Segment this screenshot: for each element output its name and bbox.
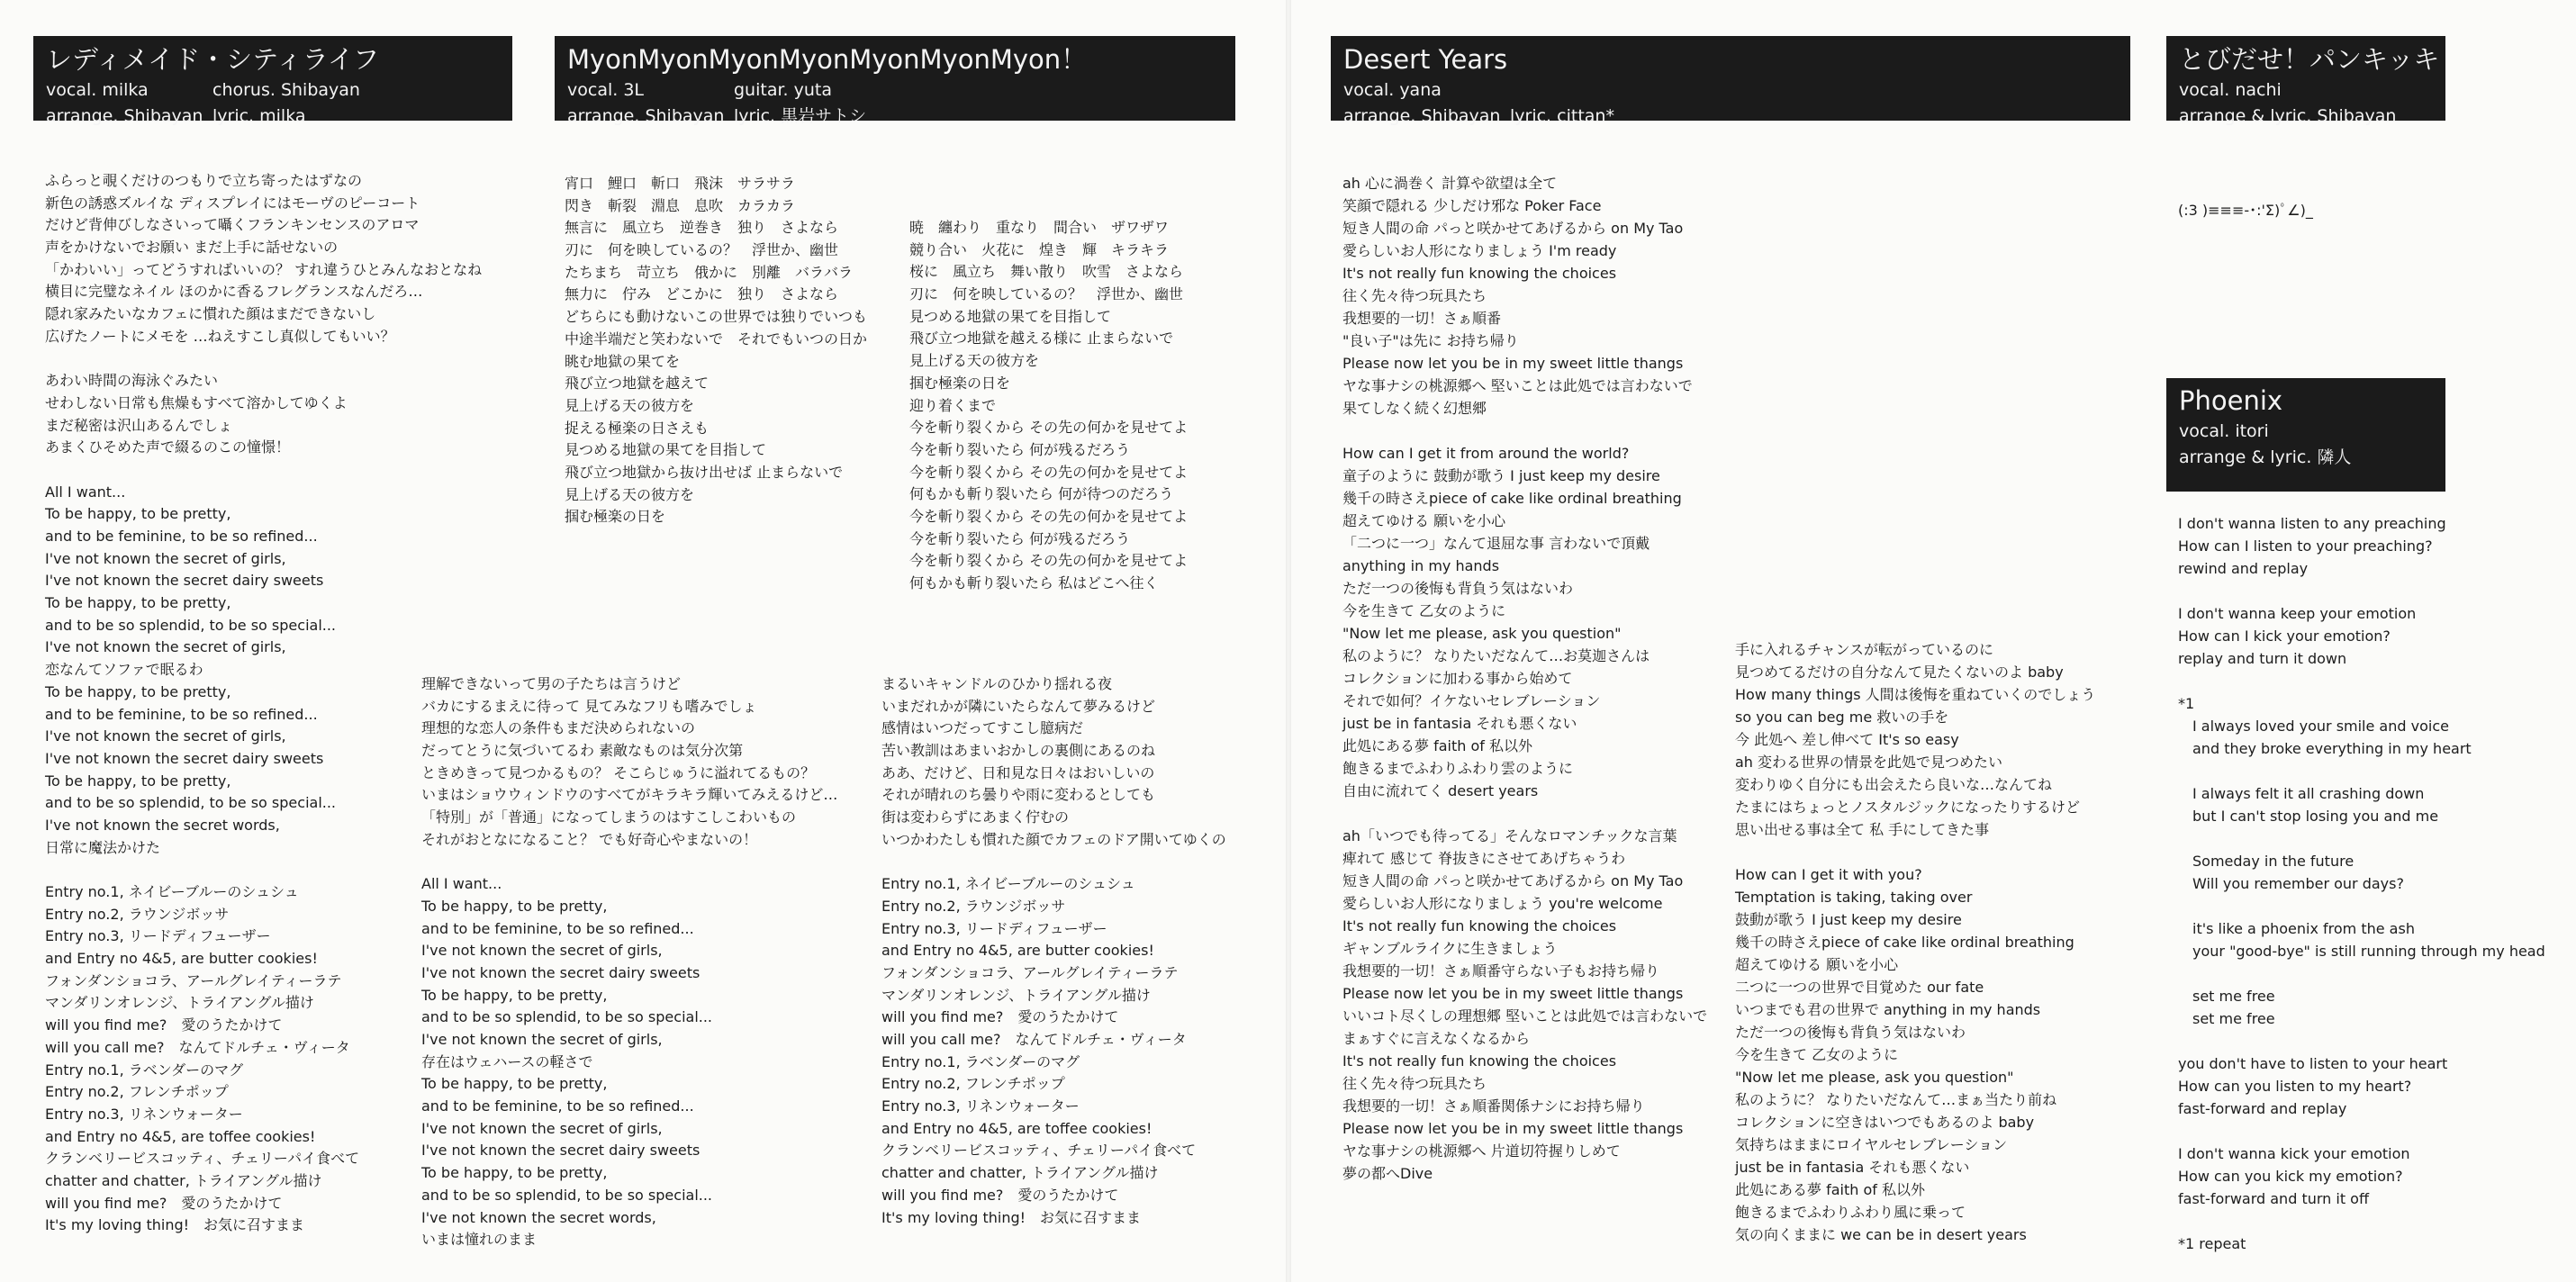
stanza-gap — [2178, 962, 2545, 985]
lyric-line: Entry no.2, フレンチポップ — [881, 1075, 1065, 1093]
lyric-line: I always loved your smile and voice — [2178, 718, 2449, 735]
lyric-line: 笑顔で隠れる 少しだけ邪な Poker Face — [1342, 197, 1602, 214]
lyric-line: フォンダンショコラ、アールグレイティーラテ — [45, 971, 342, 989]
lyric-line: 我想要的一切！さぁ順番守らない子もお持ち帰り — [1342, 962, 1660, 980]
lyric-line: 「二つに一つ」なんて退屈な事 言わないで頂戴 — [1342, 535, 1650, 552]
credit-vocal: vocal. 3L — [567, 80, 644, 100]
lyric-line: To be happy, to be pretty, — [421, 1075, 608, 1093]
lyric-line: ときめきって見つかるもの？ そこらじゅうに溢れてるもの？ — [421, 763, 816, 781]
lyric-line: 幾千の時さえpiece of cake like ordinal breathing — [1735, 934, 2074, 951]
lyric-line: 横目に完璧なネイル ほのかに香るフレグランスなんだろ… — [45, 283, 423, 301]
lyric-line: 迎り着くまで — [909, 396, 997, 414]
song-header-tobidase — [2166, 36, 2445, 126]
lyric-line: and to be feminine, to be so refined... — [45, 528, 318, 545]
lyric-line: 暁 纏わり 重なり 間合い ザワザワ — [909, 219, 1170, 236]
lyric-line: 「特別」が「普通」になってしまうのはすこしこわいもの — [421, 808, 797, 826]
lyric-line: 超えてゆける 願いを小心 — [1342, 512, 1506, 529]
lyric-line: 捉える極楽の日さえも — [565, 419, 710, 437]
lyric-line: 見上げる天の彼方を — [565, 485, 695, 503]
lyric-line: ただ一つの後悔も背負う気はないわ — [1735, 1024, 1966, 1041]
lyric-line: I've not known the secret dairy sweets — [45, 749, 324, 767]
lyric-line: and to be so splendid, to be so special... — [421, 1186, 713, 1204]
lyric-line: Temptation is taking, taking over — [1735, 889, 1973, 906]
lyric-line: replay and turn it down — [2178, 650, 2347, 667]
credit-vocal: vocal. nachi — [2179, 80, 2282, 100]
credit-line — [2179, 104, 2433, 130]
lyric-line: 今を斬り裂いたら 何が残るだろう — [909, 529, 1131, 547]
credit-arrange: arrange. Shibayan — [1343, 106, 1501, 126]
lyric-line: 広げたノートにメモを …ねえすこし真似してもいい？ — [45, 327, 395, 345]
lyric-line: 理解できないって男の子たちは言うけど — [421, 675, 682, 692]
stanza-gap — [2178, 1210, 2545, 1232]
lyric-line: Entry no.3, リードディフューザー — [881, 919, 1107, 937]
lyric-line: 今を斬り裂いたら 何が残るだろう — [909, 440, 1131, 458]
lyric-line: will you find me? 愛のうたかけて — [881, 1186, 1119, 1204]
song-header-phoenix — [2166, 378, 2445, 492]
lyric-line: chatter and chatter, トライアングル描け — [881, 1164, 1159, 1182]
lyric-line: 宵口 鯉口 斬口 飛沫 サラサラ — [565, 175, 796, 192]
lyric-line: 私のように？ なりたいだなんて…お莫迦さんは — [1342, 647, 1650, 664]
lyric-line: *1 — [2178, 695, 2195, 712]
lyric-line: クランベリービスコッティ、チェリーパイ食べて — [45, 1150, 360, 1168]
lyric-line: will you find me? 愛のうたかけて — [45, 1016, 283, 1034]
song-title: とびだせ！パンキッキ — [2179, 44, 2440, 75]
lyric-line: 見上げる天の彼方を — [909, 352, 1040, 370]
lyric-line: 飽きるまでふわりふわり雲のように — [1342, 760, 1574, 777]
lyric-line: 「かわいい」ってどうすればいいの？ すれ違うひとみんなおとなね — [45, 260, 483, 278]
lyric-line: 新色の誘惑ズルイな ディスプレイにはモーヴのピーコート — [45, 194, 420, 212]
lyric-line: Entry no.3, リネンウォーター — [881, 1097, 1080, 1115]
lyric-line: 幾千の時さえpiece of cake like ordinal breathing — [1342, 490, 1682, 507]
stanza-gap — [2178, 895, 2545, 917]
lyric-line: To be happy, to be pretty, — [45, 505, 231, 523]
lyric-line: but I can't stop losing you and me — [2178, 808, 2439, 825]
stanza-gap — [2178, 1030, 2545, 1052]
lyrics-ready-made-a — [45, 170, 482, 1237]
lyric-line: ああ、だけど、日和見な日々はおいしいの — [881, 763, 1155, 781]
lyric-line: and to be feminine, to be so refined... — [421, 1097, 694, 1115]
lyric-line: コレクションに加わる事から始めて — [1342, 670, 1573, 687]
lyric-line: 街は変わらずにあまく佇むの — [881, 808, 1070, 826]
lyric-line: 眺む地獄の果てを — [565, 352, 681, 370]
credit-line — [2179, 419, 2433, 445]
lyric-line: 隠れ家みたいなカフェに慣れた顔はまだできないし — [45, 305, 376, 323]
lyric-line: あわい時間の海泳ぐみたい — [45, 372, 219, 390]
stanza-gap — [45, 348, 482, 371]
lyric-line: Entry no.1, ネイビーブルーのシュシュ — [881, 875, 1135, 893]
lyric-line: バカにするまえに待って 見てみなフリも嗜みでしょ — [421, 697, 757, 715]
lyric-line: 恋なんてソファで眠るわ — [45, 661, 203, 679]
credit-vocal: vocal. milka — [46, 80, 149, 100]
credit-line — [567, 104, 1223, 130]
lyric-line: How many things 人間は後悔を重ねていくのでしょう — [1735, 686, 2096, 703]
lyric-line: "良い子"は先に お持ち帰り — [1342, 332, 1519, 349]
lyric-line: set me free — [2178, 988, 2275, 1005]
lyric-line: 愛らしいお人形になりましょう you're welcome — [1342, 895, 1663, 912]
lyric-line: chatter and chatter, トライアングル描け — [45, 1171, 322, 1189]
lyric-line: いまはショウウィンドウのすべてがキラキラ輝いてみえるけど… — [421, 786, 838, 804]
lyrics-desert-years-a — [1342, 172, 1707, 1185]
lyric-line: たまにはちょっとノスタルジックになったりするけど — [1735, 799, 2080, 816]
lyrics-myon-b — [909, 217, 1188, 595]
lyric-line: How can I get it with you? — [1735, 866, 1922, 883]
lyric-line: I've not known the secret dairy sweets — [421, 1142, 700, 1160]
lyric-line: set me free — [2178, 1010, 2275, 1027]
lyric-line: *1 repeat — [2178, 1235, 2246, 1252]
lyric-line: It's not really fun knowing the choices — [1342, 1052, 1617, 1070]
lyric-line: 桜に 風立ち 舞い散り 吹雪 さよなら — [909, 263, 1184, 281]
lyric-line: Entry no.2, ラウンジボッサ — [881, 897, 1066, 915]
credit-lyric: lyric. 黒岩サトシ — [734, 106, 867, 126]
lyric-line: To be happy, to be pretty, — [45, 682, 231, 700]
lyric-line: 見上げる天の彼方を — [565, 396, 695, 414]
lyrics-ready-made-b — [421, 673, 837, 1251]
lyric-line: 超えてゆける 願いを小心 — [1735, 956, 1899, 973]
lyric-line: まだ秘密は沢山あるんでしょ — [45, 416, 233, 434]
lyrics-myon-a — [565, 173, 867, 528]
credit-line — [2179, 77, 2433, 104]
lyric-line: フォンダンショコラ、アールグレイティーラテ — [881, 963, 1179, 981]
lyric-line: will you call me? なんてドルチェ・ヴィータ — [45, 1038, 350, 1056]
lyric-line: I don't wanna listen to any preaching — [2178, 515, 2446, 532]
lyric-line: will you call me? なんてドルチェ・ヴィータ — [881, 1031, 1187, 1048]
lyric-line: I've not known the secret dairy sweets — [45, 572, 324, 590]
credit-vocal: vocal. yana — [1343, 80, 1442, 100]
lyric-line: To be happy, to be pretty, — [421, 1164, 608, 1182]
lyric-line: I've not known the secret of girls, — [45, 549, 286, 567]
lyric-line: 思い出せる事は全て 私 手にしてきた事 — [1735, 821, 1990, 838]
lyric-line: It's my loving thing! お気に召すまま — [45, 1216, 305, 1234]
stanza-gap — [45, 459, 482, 482]
credit-chorus: chorus. Shibayan — [212, 80, 360, 100]
lyric-line: それがおとなになること？ でも好奇心やまないの！ — [421, 830, 758, 848]
lyric-line: 刃に 何を映しているの？ 浮世か、幽世 — [909, 285, 1184, 303]
lyric-line: いつかわたしも慣れた顔でカフェのドア開いてゆくの — [881, 830, 1226, 848]
lyric-line: To be happy, to be pretty, — [45, 772, 231, 790]
lyric-line: so you can beg me 救いの手を — [1735, 709, 1949, 726]
lyric-line: 今を斬り裂くから その先の何かを見せてよ — [909, 507, 1189, 525]
lyric-line: I don't wanna kick your emotion — [2178, 1145, 2410, 1162]
lyric-line: どちらにも動けないこの世界では独りでいつも — [565, 308, 868, 326]
lyric-line: 競り合い 火花に 煌き 輝 キラキラ — [909, 240, 1170, 258]
lyric-line: 今を斬り裂くから その先の何かを見せてよ — [909, 419, 1189, 437]
lyric-line: 今を斬り裂くから その先の何かを見せてよ — [909, 552, 1189, 570]
lyric-line: and they broke everything in my heart — [2178, 740, 2472, 757]
lyric-line: "Now let me please, ask you question" — [1342, 625, 1622, 642]
lyric-line: 我想要的一切！さぁ順番関係ナシにお持ち帰り — [1342, 1097, 1645, 1115]
lyric-line: 見つめる地獄の果てを目指して — [909, 307, 1112, 325]
lyric-line: ah 変わる世界の情景を此処で見つめたい — [1735, 754, 2003, 771]
song-title: MyonMyonMyonMyonMyonMyonMyon！ — [567, 44, 1088, 75]
lyric-line: 今を生きて 乙女のように — [1342, 602, 1506, 619]
lyric-line: いつまでも君の世界で anything in my hands — [1735, 1001, 2041, 1018]
lyric-line: 夢の都へDive — [1342, 1165, 1433, 1182]
lyric-line: "Now let me please, ask you question" — [1735, 1069, 2014, 1086]
stanza-gap — [1735, 841, 2095, 863]
lyric-line: Entry no.1, ラベンダーのマグ — [881, 1052, 1080, 1070]
lyric-line: I've not known the secret words, — [45, 816, 280, 834]
song-title: Phoenix — [2179, 385, 2283, 416]
credit-line — [1343, 77, 2118, 104]
lyric-line: それで如何？イケないセレブレーション — [1342, 692, 1601, 709]
lyric-line: fast-forward and turn it off — [2178, 1190, 2369, 1207]
lyric-line: All I want... — [45, 483, 126, 501]
lyric-line: Entry no.1, ネイビーブルーのシュシュ — [45, 883, 299, 900]
lyric-line: How can I kick your emotion? — [2178, 627, 2391, 645]
lyric-line: and to be feminine, to be so refined... — [45, 705, 318, 723]
lyric-line: 掴む極楽の日を — [565, 508, 666, 526]
lyric-line: 二つに一つの世界で目覚めた our fate — [1735, 979, 1984, 996]
lyric-line: 今 此処へ 差し伸べて It's so easy — [1735, 731, 1959, 748]
lyric-line: 理想的な恋人の条件もまだ決められないの — [421, 719, 696, 737]
stanza-gap — [2178, 670, 2545, 692]
lyric-line: あまくひそめた声で綴るのこの憧憬！ — [45, 438, 291, 456]
lyric-line: Entry no.3, リードディフューザー — [45, 927, 271, 945]
stanza-gap — [881, 852, 1226, 874]
lyric-line: Please now let you be in my sweet little thangs — [1342, 355, 1684, 372]
stanza-gap — [1342, 802, 1707, 825]
lyric-line: 見つめてるだけの自分なんて見たくないのよ baby — [1735, 664, 2064, 681]
lyric-line: コレクションに空きはいつでもあるのよ baby — [1735, 1114, 2035, 1131]
lyric-line: How can I get it from around the world? — [1342, 445, 1630, 462]
credit-lyric: lyric. cittan* — [1510, 106, 1614, 126]
lyric-line: I always felt it all crashing down — [2178, 785, 2425, 802]
lyric-line: ah「いつでも待ってる」そんなロマンチックな言葉 — [1342, 827, 1677, 844]
lyric-line: 果てしなく続く幻想郷 — [1342, 400, 1487, 417]
lyric-line: 短き人間の命 パっと咲かせてあげるから on My Tao — [1342, 220, 1684, 237]
lyric-line: I've not known the secret of girls, — [421, 1119, 663, 1137]
lyric-line: まぁすぐに言えなくなるから — [1342, 1030, 1531, 1047]
lyric-line: ギャンブルライクに生きましょう — [1342, 940, 1558, 957]
lyric-line: Please now let you be in my sweet little thangs — [1342, 1120, 1684, 1137]
lyric-line: 無力に 佇み どこかに 独り さよなら — [565, 285, 839, 303]
song-title: Desert Years — [1343, 44, 1508, 75]
lyric-line: 中途半端だと笑わないで それでもいつの日か — [565, 330, 868, 348]
lyric-line: だってとうに気づいてるわ 素敵なものは気分次第 — [421, 742, 744, 760]
lyric-line: マンダリンオレンジ、トライアングル描け — [881, 986, 1151, 1004]
lyric-line: I've not known the secret of girls, — [421, 1031, 663, 1048]
lyric-line: 気持ちはままにロイヤルセレブレーション — [1735, 1136, 2008, 1153]
lyric-line: 此処にある夢 faith of 私以外 — [1735, 1181, 1925, 1198]
lyric-line: ふらっと覗くだけのつもりで立ち寄ったはずなの — [45, 172, 363, 189]
lyric-line: 短き人間の命 パっと咲かせてあげるから on My Tao — [1342, 872, 1684, 889]
lyric-line: I've not known the secret of girls, — [45, 727, 286, 745]
lyric-line: and Entry no 4&5, are toffee cookies! — [881, 1119, 1152, 1137]
credit-lyric: lyric. milka — [212, 106, 306, 126]
lyric-line: ヤな事ナシの桃源郷へ 堅いことは此処では言わないで — [1342, 377, 1693, 394]
stanza-gap — [2178, 1120, 2545, 1142]
lyric-line: I've not known the secret words, — [421, 1208, 656, 1226]
lyric-line: 自由に流れてく desert years — [1342, 782, 1539, 799]
lyric-line: ただ一つの後悔も背負う気はないわ — [1342, 580, 1574, 597]
lyric-line: 私のように？ なりたいだなんて…まぁ当たり前ね — [1735, 1091, 2057, 1108]
lyric-line: 感情はいつだってすこし臆病だ — [881, 719, 1084, 737]
lyric-line: いまは憧れのまま — [421, 1231, 538, 1249]
lyric-line: 存在はウェハースの軽さで — [421, 1052, 593, 1070]
credit-arrange: arrange. Shibayan — [567, 106, 725, 126]
lyric-line: 手に入れるチャンスが転がっているのに — [1735, 641, 1994, 658]
lyric-line: 何もかも斬り裂いたら 何が待つのだろう — [909, 485, 1174, 503]
song-header-desert-years — [1331, 36, 2130, 126]
lyric-line: and Entry no 4&5, are toffee cookies! — [45, 1127, 316, 1145]
lyric-line: たちまち 苛立ち 俄かに 別離 バラバラ — [565, 263, 854, 281]
stanza-gap — [45, 859, 482, 881]
lyric-line: だけど背伸びしなさいって囁くフランキンセンスのアロマ — [45, 216, 420, 234]
credit-line — [1343, 104, 2118, 130]
lyrics-ready-made-c — [881, 673, 1226, 1229]
lyric-line: 掴む極楽の日を — [909, 374, 1011, 392]
lyric-line: To be happy, to be pretty, — [421, 897, 608, 915]
lyric-line: 声をかけないでお願い まだ上手に話せないの — [45, 239, 339, 257]
lyric-line: ヤな事ナシの桃源郷へ 片道切符握りしめて — [1342, 1142, 1621, 1160]
lyric-line: 飽きるまでふわりふわり風に乗って — [1735, 1204, 1966, 1221]
lyric-line: and Entry no 4&5, are butter cookies! — [45, 950, 318, 968]
lyric-line: 見つめる地獄の果てを目指して — [565, 441, 767, 459]
credit-arrange-lyric: arrange & lyric. 隣人 — [2179, 447, 2352, 467]
lyric-line: and Entry no 4&5, are butter cookies! — [881, 942, 1154, 960]
lyric-line: will you find me? 愛のうたかけて — [881, 1008, 1119, 1026]
lyric-line: 童子のように 鼓動が歌う I just keep my desire — [1342, 467, 1660, 484]
lyric-line: 何もかも斬り裂いたら 私はどこへ往く — [909, 574, 1159, 591]
lyric-line: ah 心に渦巻く 計算や欲望は全て — [1342, 175, 1558, 192]
credit-line — [46, 104, 500, 130]
lyric-line: and to be so splendid, to be so special... — [45, 794, 337, 812]
credit-arrange: arrange. Shibayan — [46, 106, 203, 126]
lyric-line: マンダリンオレンジ、トライアングル描け — [45, 994, 314, 1012]
lyric-line: 刃に 何を映しているの？ 浮世か、幽世 — [565, 241, 839, 259]
booklet-fold — [1286, 0, 1291, 1282]
lyric-line: まるいキャンドルのひかり揺れる夜 — [881, 675, 1113, 692]
lyric-line: 痺れて 感じて 脊抜きにさせてあげちゃうわ — [1342, 850, 1626, 867]
lyric-line: I've not known the secret dairy sweets — [421, 963, 700, 981]
credit-line — [2179, 445, 2433, 471]
credit-arrange-lyric: arrange & lyric. Shibayan — [2179, 106, 2397, 126]
lyric-line: All I want... — [421, 875, 502, 893]
lyric-line: 鼓動が歌う I just keep my desire — [1735, 911, 1962, 928]
lyric-line: rewind and replay — [2178, 560, 2309, 577]
lyric-line: 飛び立つ地獄を越える様に 止まらないで — [909, 330, 1174, 348]
lyric-line: 往く先々待つ玩具たち — [1342, 287, 1487, 304]
lyric-line: Entry no.1, ラベンダーのマグ — [45, 1061, 244, 1079]
song-header-myon — [555, 36, 1235, 126]
lyric-line: It's my loving thing! お気に召すまま — [881, 1208, 1142, 1226]
stanza-gap — [2178, 827, 2545, 850]
song-title: レディメイド・シティライフ — [46, 44, 380, 75]
credit-guitar: guitar. yuta — [734, 80, 832, 100]
lyric-line: Entry no.2, フレンチポップ — [45, 1083, 229, 1101]
lyric-line: It's not really fun knowing the choices — [1342, 917, 1617, 934]
lyric-line: 今を生きて 乙女のように — [1735, 1046, 1899, 1063]
lyrics-phoenix — [2178, 512, 2545, 1255]
stanza-gap — [1342, 420, 1707, 442]
lyric-line: fast-forward and replay — [2178, 1100, 2347, 1117]
lyrics-tobidase — [2178, 200, 2313, 221]
lyric-line: 飛び立つ地獄から抜け出せば 止まらないで — [565, 463, 844, 481]
lyric-line: just be in fantasia それも悪くない — [1735, 1159, 1970, 1176]
lyric-line: いまだれかが隣にいたらなんて夢みるけど — [881, 697, 1156, 715]
lyric-line: It's not really fun knowing the choices — [1342, 265, 1617, 282]
lyric-line: 苦い教訓はあまいおかしの裏側にあるのね — [881, 742, 1156, 760]
lyric-line: (:3 )≡≡≡-･:'Σ)ﾟ∠)_ — [2178, 202, 2313, 219]
lyric-line: Entry no.2, ラウンジボッサ — [45, 905, 230, 923]
lyric-line: 閃き 斬裂 淵息 息吹 カラカラ — [565, 196, 796, 214]
lyric-line: クランベリービスコッティ、チェリーパイ食べて — [881, 1142, 1197, 1160]
lyric-line: it's like a phoenix from the ash — [2178, 920, 2415, 937]
lyric-line: 日常に魔法かけた — [45, 838, 161, 856]
lyric-line: 愛らしいお人形になりましょう I'm ready — [1342, 242, 1617, 259]
lyric-line: and to be so splendid, to be so special... — [45, 616, 337, 634]
lyric-line: will you find me? 愛のうたかけて — [45, 1194, 283, 1212]
lyric-line: I don't wanna keep your emotion — [2178, 605, 2417, 622]
lyric-line: anything in my hands — [1342, 557, 1500, 574]
lyric-line: Please now let you be in my sweet little thangs — [1342, 985, 1684, 1002]
lyric-line: To be happy, to be pretty, — [45, 594, 231, 612]
lyric-line: your "good-bye" is still running through my head — [2178, 943, 2545, 960]
lyric-line: Will you remember our days? — [2178, 875, 2404, 892]
lyric-line: 飛び立つ地獄を越えて — [565, 375, 710, 393]
lyric-line: just be in fantasia それも悪くない — [1342, 715, 1577, 732]
lyric-line: and to be so splendid, to be so special... — [421, 1008, 713, 1026]
lyric-line: How can I listen to your preaching? — [2178, 537, 2433, 555]
lyric-line: 此処にある夢 faith of 私以外 — [1342, 737, 1532, 754]
lyrics-desert-years-b — [1735, 638, 2095, 1246]
lyric-line: Entry no.3, リネンウォーター — [45, 1105, 243, 1123]
stanza-gap — [2178, 760, 2545, 782]
lyric-line: How can you kick my emotion? — [2178, 1168, 2403, 1185]
lyric-line: and to be feminine, to be so refined... — [421, 919, 694, 937]
credit-vocal: vocal. itori — [2179, 421, 2269, 441]
lyric-line: 変わりゆく自分にも出会えたら良いな…なんてね — [1735, 776, 2053, 793]
lyric-line: Someday in the future — [2178, 853, 2355, 870]
lyric-line: 往く先々待つ玩具たち — [1342, 1075, 1487, 1092]
lyric-line: I've not known the secret of girls, — [421, 942, 663, 960]
lyric-line: 無言に 風立ち 逆巻き 独り さよなら — [565, 219, 839, 237]
lyric-line: you don't have to listen to your heart — [2178, 1055, 2448, 1072]
lyric-line: To be happy, to be pretty, — [421, 986, 608, 1004]
lyric-line: I've not known the secret of girls, — [45, 638, 286, 656]
lyric-line: 今を斬り裂くから その先の何かを見せてよ — [909, 463, 1189, 481]
lyric-line: How can you listen to my heart? — [2178, 1078, 2412, 1095]
stanza-gap — [2178, 580, 2545, 602]
credit-line — [46, 77, 500, 104]
lyric-line: いいコト尽くしの理想郷 堅いことは此処では言わないで — [1342, 1007, 1708, 1025]
lyric-line: 我想要的一切！さぁ順番 — [1342, 310, 1502, 327]
stanza-gap — [421, 852, 837, 874]
lyric-line: 気の向くままに we can be in desert years — [1735, 1226, 2027, 1243]
credit-line — [567, 77, 1223, 104]
lyric-line: それが晴れのち曇りや雨に変わるとしても — [881, 786, 1156, 804]
lyric-line: せわしない日常も焦燥もすべて溶かしてゆくよ — [45, 393, 348, 411]
song-header-ready-made — [33, 36, 512, 126]
